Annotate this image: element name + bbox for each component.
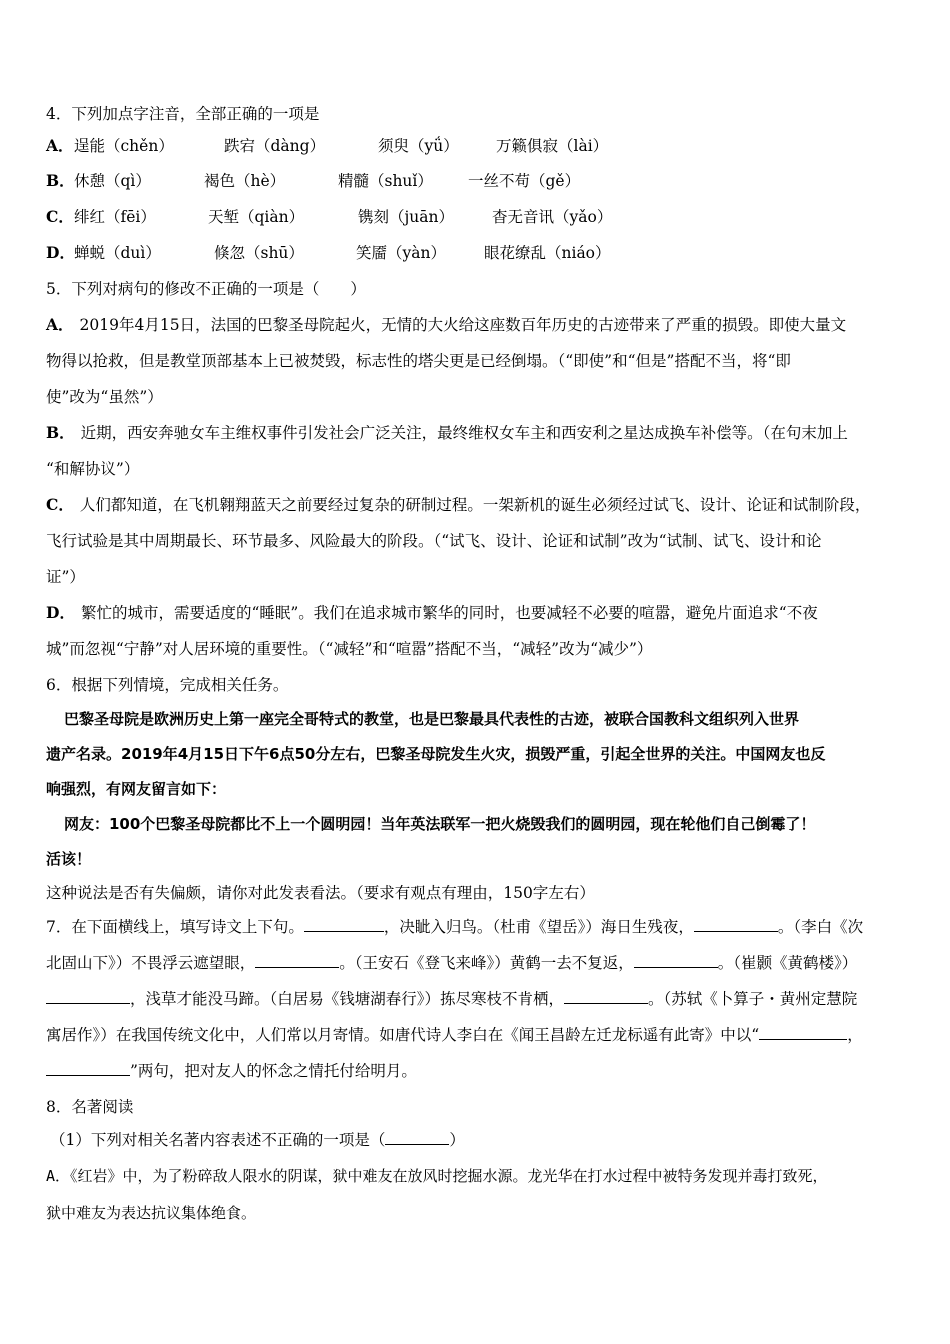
answer-blank[interactable] [46, 989, 130, 1004]
q5-option-b-line [46, 423, 848, 443]
answer-blank[interactable] [564, 989, 648, 1004]
option-item: 蝉蜕（duì） [74, 244, 161, 262]
q6-comment-line: 网友：100个巴黎圣母院都比不上一个圆明园！当年英法联军一把火烧毁我们的圆明园，现在轮他们自己倒霉了！ [64, 815, 816, 833]
option-item: 杳无音讯（yǎo） [492, 208, 613, 226]
q7-text: 寓居作》）在我国传统文化中，人们常以月寄情。如唐代诗人李白在《闻王昌龄左迁龙标遥有此寄》中以“ [46, 1026, 760, 1044]
q7-line-1 [46, 917, 863, 937]
q5-option-c-line [46, 495, 870, 515]
q5-option-d-line [46, 603, 818, 623]
q5-option-b-line: “和解协议”） [46, 460, 140, 478]
option-item: 须臾（yǘ） [378, 137, 459, 155]
q5-option-c-line: 证”） [46, 568, 85, 586]
option-item: 笑靥（yàn） [356, 244, 446, 262]
option-item: 镌刻（juān） [358, 208, 455, 226]
option-item: 万籁俱寂（lài） [496, 137, 609, 155]
q6-comment-line: 活该！ [46, 850, 92, 868]
q7-text: 7．在下面横线上，填写诗文上下句。 [46, 918, 304, 936]
option-label: A． [46, 136, 74, 155]
q4-stem: 4．下列加点字注音，全部正确的一项是 [46, 105, 320, 123]
q5-option-a-line: 物得以抢救，但是教堂顶部基本上已被焚毁，标志性的塔尖更是已经倒塌。（“即使”和“但是”搭配不当，将“即 [46, 352, 791, 370]
option-item: 跌宕（dàng） [224, 137, 326, 155]
answer-blank[interactable] [385, 1130, 449, 1145]
option-text: 人们都知道，在飞机翱翔蓝天之前要经过复杂的研制过程。一架新机的诞生必须经过试飞、设计、论证和试制阶段， [79, 496, 871, 514]
q5-option-c-line: 飞行试验是其中周期最长、环节最多、风险最大的阶段。（“试飞、设计、论证和试制”改为“试制、试飞、设计和论 [46, 532, 822, 550]
q4-option-c [46, 207, 926, 227]
option-item: 休憩（qì） [74, 172, 151, 190]
q7-line-4 [46, 1025, 863, 1045]
q7-text: 。（苏轼《卜算子・黄州定慧院 [648, 990, 858, 1008]
q6-passage-line: 巴黎圣母院是欧洲历史上第一座完全哥特式的教堂，也是巴黎最具代表性的古迹，被联合国教科文组织列入世界 [64, 710, 800, 728]
q5-option-d-line: 城”而忽视“宁静”对人居环境的重要性。（“减轻”和“喧嚣”搭配不当，“减轻”改为“减少”） [46, 640, 653, 658]
option-text: 繁忙的城市，需要适度的“睡眠”。我们在追求城市繁华的同时，也要减轻不必要的喧嚣，避免片面追求“不夜 [80, 604, 818, 622]
option-text: 2019年4月15日，法国的巴黎圣母院起火，无情的大火给这座数百年历史的古迹带来了严重的损毁。即使大量文 [79, 316, 847, 334]
option-label: C． [46, 495, 74, 514]
q8-option-a-line: A．《红岩》中，为了粉碎敌人限水的阴谋，狱中难友在放风时挖掘水源。龙光华在打水过程中被特务发现并毒打致死， [46, 1167, 828, 1185]
q7-text: ，决眦入归鸟。（杜甫《望岳》）海日生残夜， [383, 918, 694, 936]
q6-passage-line: 响强烈，有网友留言如下： [46, 780, 227, 798]
q7-text: ，浅草才能没马蹄。（白居易《钱塘湖春行》）拣尽寒枝不肯栖， [130, 990, 565, 1008]
option-item: 褐色（hè） [204, 172, 286, 190]
answer-blank[interactable] [634, 953, 718, 968]
q8-stem: 8．名著阅读 [46, 1098, 134, 1116]
q8-text: ） [449, 1131, 465, 1149]
option-item: 眼花缭乱（niáo） [484, 244, 611, 262]
q8-text: （1）下列对相关名著内容表述不正确的一项是（ [50, 1131, 386, 1149]
option-label: B． [46, 171, 75, 190]
q6-stem: 6．根据下列情境，完成相关任务。 [46, 676, 289, 694]
option-item: 逞能（chěn） [74, 137, 174, 155]
option-label: A． [46, 315, 74, 334]
option-item: 倏忽（shū） [214, 244, 304, 262]
option-item: 一丝不苟（gě） [468, 172, 581, 190]
q5-option-a-line [46, 315, 846, 335]
answer-blank[interactable] [759, 1025, 847, 1040]
option-label: C． [46, 207, 74, 226]
q4-option-d [46, 243, 926, 263]
option-item: 天堑（qiàn） [208, 208, 305, 226]
answer-blank[interactable] [694, 917, 778, 932]
q4-option-a [46, 136, 926, 156]
q8-option-a-line: 狱中难友为表达抗议集体绝食。 [46, 1204, 257, 1222]
q7-text: ”两句，把对友人的怀念之情托付给明月。 [130, 1062, 417, 1080]
option-label: D． [46, 243, 75, 262]
q4-option-b [46, 171, 926, 191]
q7-text: 。（王安石《登飞来峰》）黄鹤一去不复返， [339, 954, 634, 972]
q7-text: 。（李白《次 [777, 918, 864, 936]
q7-line-5 [46, 1061, 417, 1081]
option-item: 精髓（shuǐ） [338, 172, 433, 190]
answer-blank[interactable] [46, 1061, 130, 1076]
option-label: D． [46, 603, 75, 622]
q7-line-2 [46, 953, 857, 973]
q6-task: 这种说法是否有失偏颇，请你对此发表看法。（要求有观点有理由，150字左右） [46, 884, 595, 902]
answer-blank[interactable] [255, 953, 339, 968]
q5-stem: 5．下列对病句的修改不正确的一项是（ ） [46, 280, 366, 298]
option-text: 近期，西安奔驰女车主维权事件引发社会广泛关注，最终维权女车主和西安利之星达成换车补偿等。（在句末加上 [80, 424, 848, 442]
q8-sub1-stem [50, 1130, 465, 1150]
q6-passage-line: 遗产名录。2019年4月15日下午6点50分左右，巴黎圣母院发生火灾，损毁严重，引起全世界的关注。中国网友也反 [46, 745, 826, 763]
option-item: 绯红（fēi） [74, 208, 156, 226]
q7-text: 北固山下》）不畏浮云遮望眼， [46, 954, 256, 972]
q7-line-3 [46, 989, 857, 1009]
q7-text: 。（崔颢《黄鹤楼》） [717, 954, 858, 972]
answer-blank[interactable] [304, 917, 384, 932]
q7-text: ， [847, 1026, 863, 1044]
option-label: B． [46, 423, 75, 442]
q5-option-a-line: 使”改为“虽然”） [46, 388, 163, 406]
